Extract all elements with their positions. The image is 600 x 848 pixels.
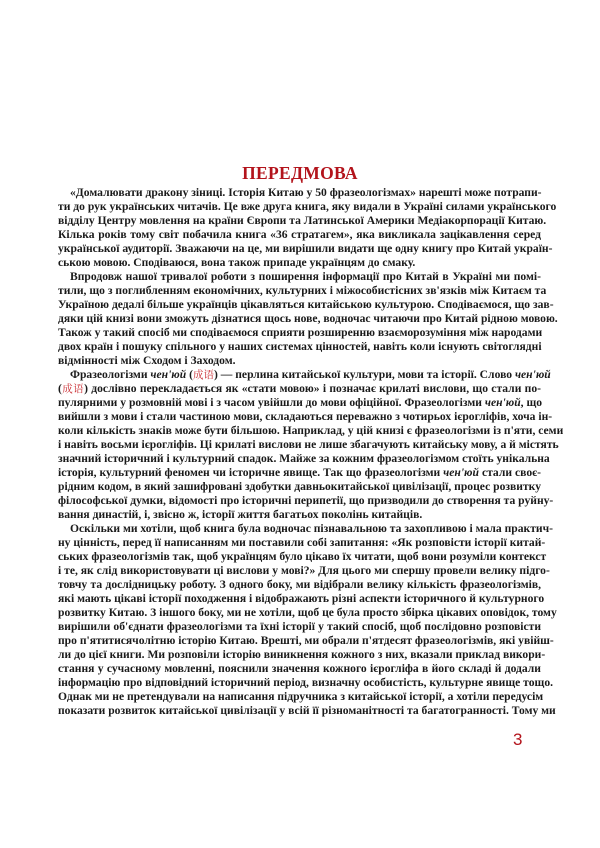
italic-term: чен'юй (443, 466, 479, 479)
italic-term: чен'юй (484, 396, 521, 409)
text-segment: історія, культурний феномен чи історичне явище. Так що фразеологізми (58, 466, 444, 479)
text-segment: Впродовж нашої тривалої роботи з поширення інформації про Китай в Україні ми помі- (70, 270, 541, 283)
text-segment: які мають цікаві історії походження і відображають різні аспекти історичного й культурного (58, 592, 545, 605)
text-segment: Однак ми не претендували на написання підручника з китайської історії, а хотіли передусім (58, 690, 544, 703)
text-line (58, 256, 541, 270)
text-segment: ли до цієї книги. Ми розповіли історію виникнення кожного з них, вказали приклад викори- (58, 648, 546, 661)
chinese-characters: 成语 (193, 369, 214, 381)
text-segment: про п'ятитисячолітню історію Китаю. Врешті, ми обрали п'ятдесят фразеологізмів, які увійш- (58, 634, 554, 647)
text-segment: вийшли з мови і стали частиною мови, складаються переважно з чотирьох ієрогліфів, хоча ін- (58, 410, 553, 423)
chinese-characters: 成语 (61, 383, 85, 395)
text-segment: ( (58, 382, 62, 395)
text-line (58, 368, 551, 382)
text-segment: ) дослівно перекладається як «стати мовою» і позначає крилаті вислови, що стали по- (84, 382, 542, 395)
text-line (58, 606, 557, 620)
text-segment: відмінності між Сходом і Заходом. (58, 354, 236, 367)
text-line (58, 550, 547, 564)
text-line (58, 200, 557, 214)
paragraph (58, 186, 557, 270)
text-line (58, 424, 564, 438)
paragraph (58, 270, 558, 368)
text-segment: вирішили об'єднати фразеологізми та їхні історії у такий спосіб, щоб послідовно розповісти (58, 620, 541, 633)
text-segment: двох країн і пошуку спільного у наших системах цінностей, навіть коли існують світоглядні (58, 340, 542, 353)
text-segment: стали своє- (478, 466, 542, 479)
text-line (58, 214, 547, 228)
text-segment: пулярними у розмовній мові і з часом увійшли до мови офіційної. Фразеологізми (58, 396, 485, 409)
paragraph (58, 368, 564, 522)
text-line (58, 648, 546, 662)
text-segment: Також у такий спосіб ми сподіваємося сприяти розширенню взаєморозуміння між народами (58, 326, 543, 339)
text-line (58, 438, 559, 452)
text-segment: інформацію про відповідний історичний період, визначну особистість, культурне явище тощо. (58, 676, 554, 689)
text-line (58, 284, 547, 298)
italic-term: чен'юй (150, 368, 187, 381)
text-segment: Кілька років тому світ побачила книга «36 стратагем», яка викликала зацікавлення серед (58, 228, 541, 241)
text-line (58, 340, 541, 354)
preface-body (58, 186, 564, 718)
text-segment: стання у сучасному мовленні, пояснили значення кожного ієрогліфа в його складі й додали (58, 662, 541, 675)
text-segment: Фразеологізми (70, 368, 151, 381)
text-segment: відділу Центру мовлення на країни Європи та Латинської Америки Медіакорпорації Китаю. (58, 214, 547, 227)
text-line (58, 410, 553, 424)
text-line (58, 564, 550, 578)
text-line (58, 326, 541, 340)
text-segment: ( (186, 368, 193, 381)
text-segment: показати розвиток китайської цивілізації у всій її різноманітності та багатогранності. Тому ми (58, 704, 556, 717)
text-line (58, 312, 558, 326)
text-segment: товчу та дослідницьку роботу. З одного боку, ми відібрали велику кількість фразеологізмів, (58, 578, 541, 591)
text-segment: дяки цій книзі вони зможуть дізнатися щось нове, водночас читаючи про Китай рідною мовою. (58, 312, 558, 325)
text-segment: вання династій, і, звісно ж, історії життя багатьох поколінь китайців. (58, 508, 423, 521)
text-segment: Україною дедалі більше українців цікавляться китайською культурою. Сподіваємося, що зав- (58, 298, 554, 311)
text-segment: Оскільки ми хотіли, щоб книга була водночас пізнавальною та захопливою і мала практич- (70, 522, 553, 535)
text-line (58, 228, 541, 242)
text-line (58, 508, 541, 522)
text-line (58, 452, 550, 466)
text-line (58, 620, 541, 634)
text-line (58, 578, 541, 592)
text-segment: , що (520, 396, 543, 409)
text-segment: ти до рук українських читачів. Це вже друга книга, яку видали в Україні силами українського (58, 200, 557, 213)
text-line (58, 494, 554, 508)
text-line (58, 480, 541, 494)
text-segment: ських фразеологізмів так, щоб українцям було цікаво їх читати, щоб вони розуміли контекст (58, 550, 547, 563)
text-line (58, 522, 553, 536)
text-segment: ською мовою. Сподіваюся, вона також припаде українцям до смаку. (58, 256, 416, 269)
italic-term: чен'юй (514, 368, 551, 381)
text-line (58, 704, 556, 718)
text-segment: «Домалювати дракону зіниці. Історія Китаю у 50 фразеологізмах» нарешті може потрапи- (70, 186, 542, 199)
text-segment: коли кількість знаків може бути більшою. Наприклад, у цій книзі є фразеологізми із п'яти, семи (58, 424, 564, 437)
text-line (58, 186, 541, 200)
text-line (58, 466, 541, 480)
text-line (58, 382, 541, 396)
text-segment: значний історичний і культурний спадок. Майже за кожним фразеологізмом стоїть унікальна (58, 452, 550, 465)
text-segment: рідним кодом, в який зашифровані здобутки давньокитайської цивілізації, процес розвитку (58, 480, 541, 493)
text-segment: філософської думки, відомості про історичні перипетії, що призводили до створення та руйну- (58, 494, 554, 507)
text-line (58, 354, 541, 368)
text-line (58, 690, 544, 704)
text-segment: української аудиторії. Зважаючи на це, ми вирішили видати ще одну книгу про Китай україн- (58, 242, 553, 255)
page-title: ПЕРЕДМОВА (242, 163, 358, 183)
text-segment: ну цінність, перед її написанням ми поставили собі запитання: «Як розповісти історії китай- (58, 536, 546, 549)
paragraph (58, 522, 557, 718)
text-segment: і те, як слід використовувати ці вислови у мові?» Для цього ми спершу провели велику підго- (58, 564, 550, 577)
text-segment: тили, що з поглибленням економічних, культурних і міжособистісних зв'язків між Китаєм та (58, 284, 547, 297)
text-line (58, 592, 545, 606)
text-segment: розвитку Китаю. З іншого боку, ми не хотіли, щоб це була просто збірка цікавих оповідок, тому (58, 606, 557, 619)
text-line (58, 662, 541, 676)
text-line (58, 298, 554, 312)
text-line (58, 634, 554, 648)
text-line (58, 242, 553, 256)
text-segment: ) — перлина китайської культури, мови та історії. Слово (214, 368, 515, 381)
text-line (58, 676, 554, 690)
text-line (58, 270, 541, 284)
text-line (58, 396, 541, 410)
text-line (58, 536, 546, 550)
page-number: 3 (513, 730, 523, 749)
text-segment: і навіть восьми ієрогліфів. Ці крилаті вислови не лише збагачують китайську мову, а й містять (58, 438, 559, 451)
